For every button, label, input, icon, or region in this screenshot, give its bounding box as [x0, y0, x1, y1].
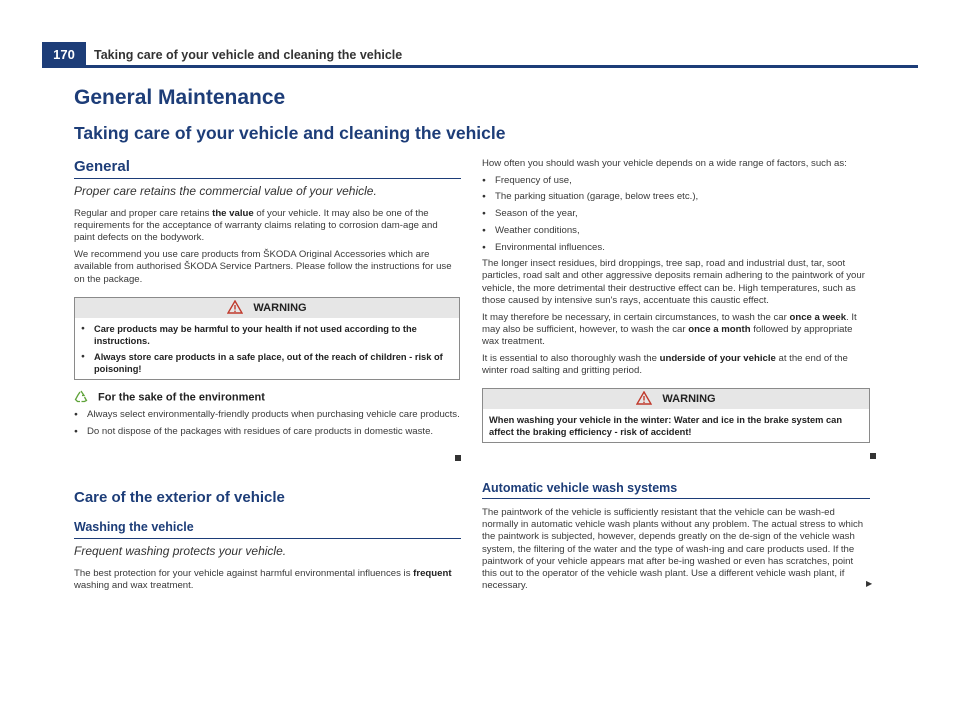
warning-box	[74, 297, 460, 381]
warning-body	[75, 318, 459, 380]
rule-automatic	[482, 498, 870, 499]
left-column	[74, 184, 460, 443]
paragraph-frequency: It may therefore be necessary, in certain circumstances, to wash the car once a week. It may also be sufficient, however, to wash the car once a month followed by appropriate wax treatment.	[482, 311, 857, 347]
page-title: General Maintenance	[74, 86, 286, 109]
environment-title: For the sake of the environment	[98, 391, 265, 404]
section-title: Taking care of your vehicle and cleaning the vehicle	[74, 123, 506, 143]
heading-exterior: Care of the exterior of vehicle	[74, 489, 285, 506]
heading-washing: Washing the vehicle	[74, 520, 194, 534]
warning-header	[75, 298, 459, 318]
warning-item: ● Care products may be harmful to your health if not used according to the instructions.	[81, 323, 453, 347]
section-end-marker	[870, 453, 876, 459]
paragraph-recommend: We recommend you use care products from ŠKODA Original Accessories which are available from authorised ŠKODA Service Partners. Please follow the instructions for use on the package.	[74, 249, 452, 285]
header-rule	[86, 65, 918, 68]
page-number: 170	[42, 42, 86, 68]
running-header-title: Taking care of your vehicle and cleaning the vehicle	[94, 48, 403, 62]
factor-item: ● The parking situation (garage, below trees etc.),	[482, 191, 870, 203]
factor-item: ● Frequency of use,	[482, 175, 870, 187]
warning-triangle-icon	[636, 391, 652, 405]
factors-list	[482, 175, 870, 254]
warning-box-winter	[482, 388, 870, 443]
right-column	[482, 158, 870, 443]
intro-lead: Proper care retains the commercial value of your vehicle.	[74, 184, 377, 198]
paragraph-how-often: How often you should wash your vehicle depends on a wide range of factors, such as:	[482, 158, 847, 169]
washing-lead: Frequent washing protects your vehicle.	[74, 544, 287, 558]
factor-item: ● Environmental influences.	[482, 242, 870, 254]
paragraph-value: Regular and proper care retains the value of your vehicle. It may also be one of the requirements for the acceptance of warranty claims relating to corrosion dam-age and paint defects on the bodywork.	[74, 208, 438, 244]
warning-title: WARNING	[253, 301, 307, 314]
environment-item: ● Always select environmentally-friendly products when purchasing vehicle care products.	[74, 409, 460, 421]
environment-list	[74, 409, 460, 438]
section-end-marker	[455, 455, 461, 461]
right-column-bottom	[482, 507, 873, 597]
rule-general	[74, 178, 461, 179]
continue-arrow-icon: ▶	[866, 579, 873, 588]
paragraph-automatic: The paintwork of the vehicle is sufficiently resistant that the vehicle can be wash-ed normally in automatic vehicle wash plants without any problem. The actual stress to which the paintwork is subjected, however, depends greatly on the de-sign of the vehicle wash system, the filtering of the water and the type of wash-ing and care products used. If the paintwork of your vehicle appears mat after be-ing washed or even has scratches, point this out to the operator of the vehicle wash plant. Use a different vehicle wash plant, if necessary.	[482, 507, 864, 592]
warning-triangle-icon	[227, 300, 243, 314]
paragraph-frequent: The best protection for your vehicle against harmful environmental influences is frequent washing and wax treatment.	[74, 568, 452, 592]
paragraph-residues: The longer insect residues, bird droppings, tree sap, road and industrial dust, tar, soot particles, road salt and other aggressive deposits remain adhering to the paintwork of your vehicle, the more detrimental their destructive effect can be. High temperatures, such as those caused by intensive sun's rays, accentuate this caustic effect.	[482, 258, 865, 306]
factor-item: ● Season of the year,	[482, 208, 870, 220]
warning-body: When washing your vehicle in the winter: Water and ice in the brake system can affect the braking efficiency - risk of accident!	[489, 415, 843, 438]
paragraph-underside: It is essential to also thoroughly wash the underside of your vehicle at the end of the winter road salting and gritting period.	[482, 352, 848, 376]
environment-item: ● Do not dispose of the packages with residues of care products in domestic waste.	[74, 426, 460, 438]
warning-title: WARNING	[662, 393, 716, 406]
warning-item: ● Always store care products in a safe place, out of the reach of children - risk of poisoning!	[81, 351, 453, 375]
heading-automatic: Automatic vehicle wash systems	[482, 481, 678, 495]
factor-item: ● Weather conditions,	[482, 225, 870, 237]
heading-general: General	[74, 158, 130, 175]
left-column-bottom	[74, 544, 460, 597]
environment-icon	[74, 390, 88, 403]
environment-heading	[74, 391, 460, 404]
rule-washing	[74, 538, 461, 539]
warning-header	[483, 389, 869, 409]
